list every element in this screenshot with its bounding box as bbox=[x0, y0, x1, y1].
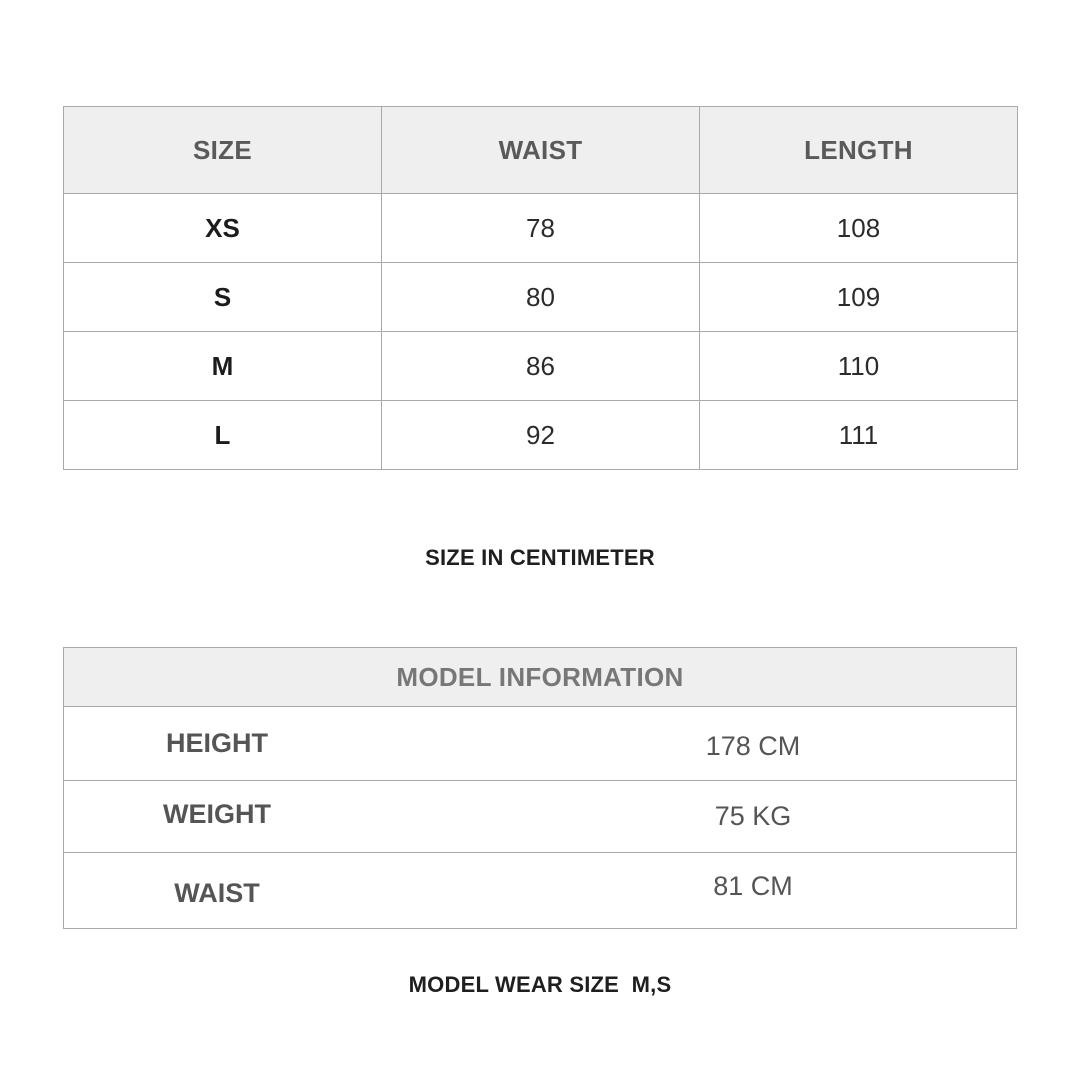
length-cell: 109 bbox=[700, 263, 1018, 332]
size-cell: M bbox=[64, 332, 382, 401]
header-waist: WAIST bbox=[382, 107, 700, 194]
size-chart-header-row bbox=[64, 107, 1018, 194]
model-waist-label: WAIST bbox=[64, 853, 541, 929]
size-cell: XS bbox=[64, 194, 382, 263]
length-cell: 111 bbox=[700, 401, 1018, 470]
header-length: LENGTH bbox=[700, 107, 1018, 194]
model-weight-label: WEIGHT bbox=[64, 781, 541, 853]
waist-cell: 86 bbox=[382, 332, 700, 401]
waist-cell: 92 bbox=[382, 401, 700, 470]
waist-cell: 78 bbox=[382, 194, 700, 263]
size-cell: S bbox=[64, 263, 382, 332]
model-wear-caption: MODEL WEAR SIZE M,S bbox=[408, 972, 672, 997]
model-weight-value: 75 KG bbox=[540, 781, 1017, 853]
model-height-value: 178 CM bbox=[540, 707, 1017, 781]
table-row bbox=[64, 707, 1017, 781]
table-row bbox=[64, 332, 1018, 401]
model-info-table bbox=[63, 647, 1017, 929]
table-row bbox=[64, 781, 1017, 853]
table-row bbox=[64, 263, 1018, 332]
table-row bbox=[64, 194, 1018, 263]
model-height-label: HEIGHT bbox=[64, 707, 541, 781]
units-caption: SIZE IN CENTIMETER bbox=[425, 545, 655, 570]
model-waist-value: 81 CM bbox=[540, 853, 1017, 929]
table-row bbox=[64, 853, 1017, 929]
model-info-header-row bbox=[64, 648, 1017, 707]
table-row bbox=[64, 401, 1018, 470]
size-chart-table bbox=[63, 106, 1018, 470]
model-info-title: MODEL INFORMATION bbox=[64, 648, 1017, 707]
size-cell: L bbox=[64, 401, 382, 470]
length-cell: 108 bbox=[700, 194, 1018, 263]
length-cell: 110 bbox=[700, 332, 1018, 401]
waist-cell: 80 bbox=[382, 263, 700, 332]
header-size: SIZE bbox=[64, 107, 382, 194]
